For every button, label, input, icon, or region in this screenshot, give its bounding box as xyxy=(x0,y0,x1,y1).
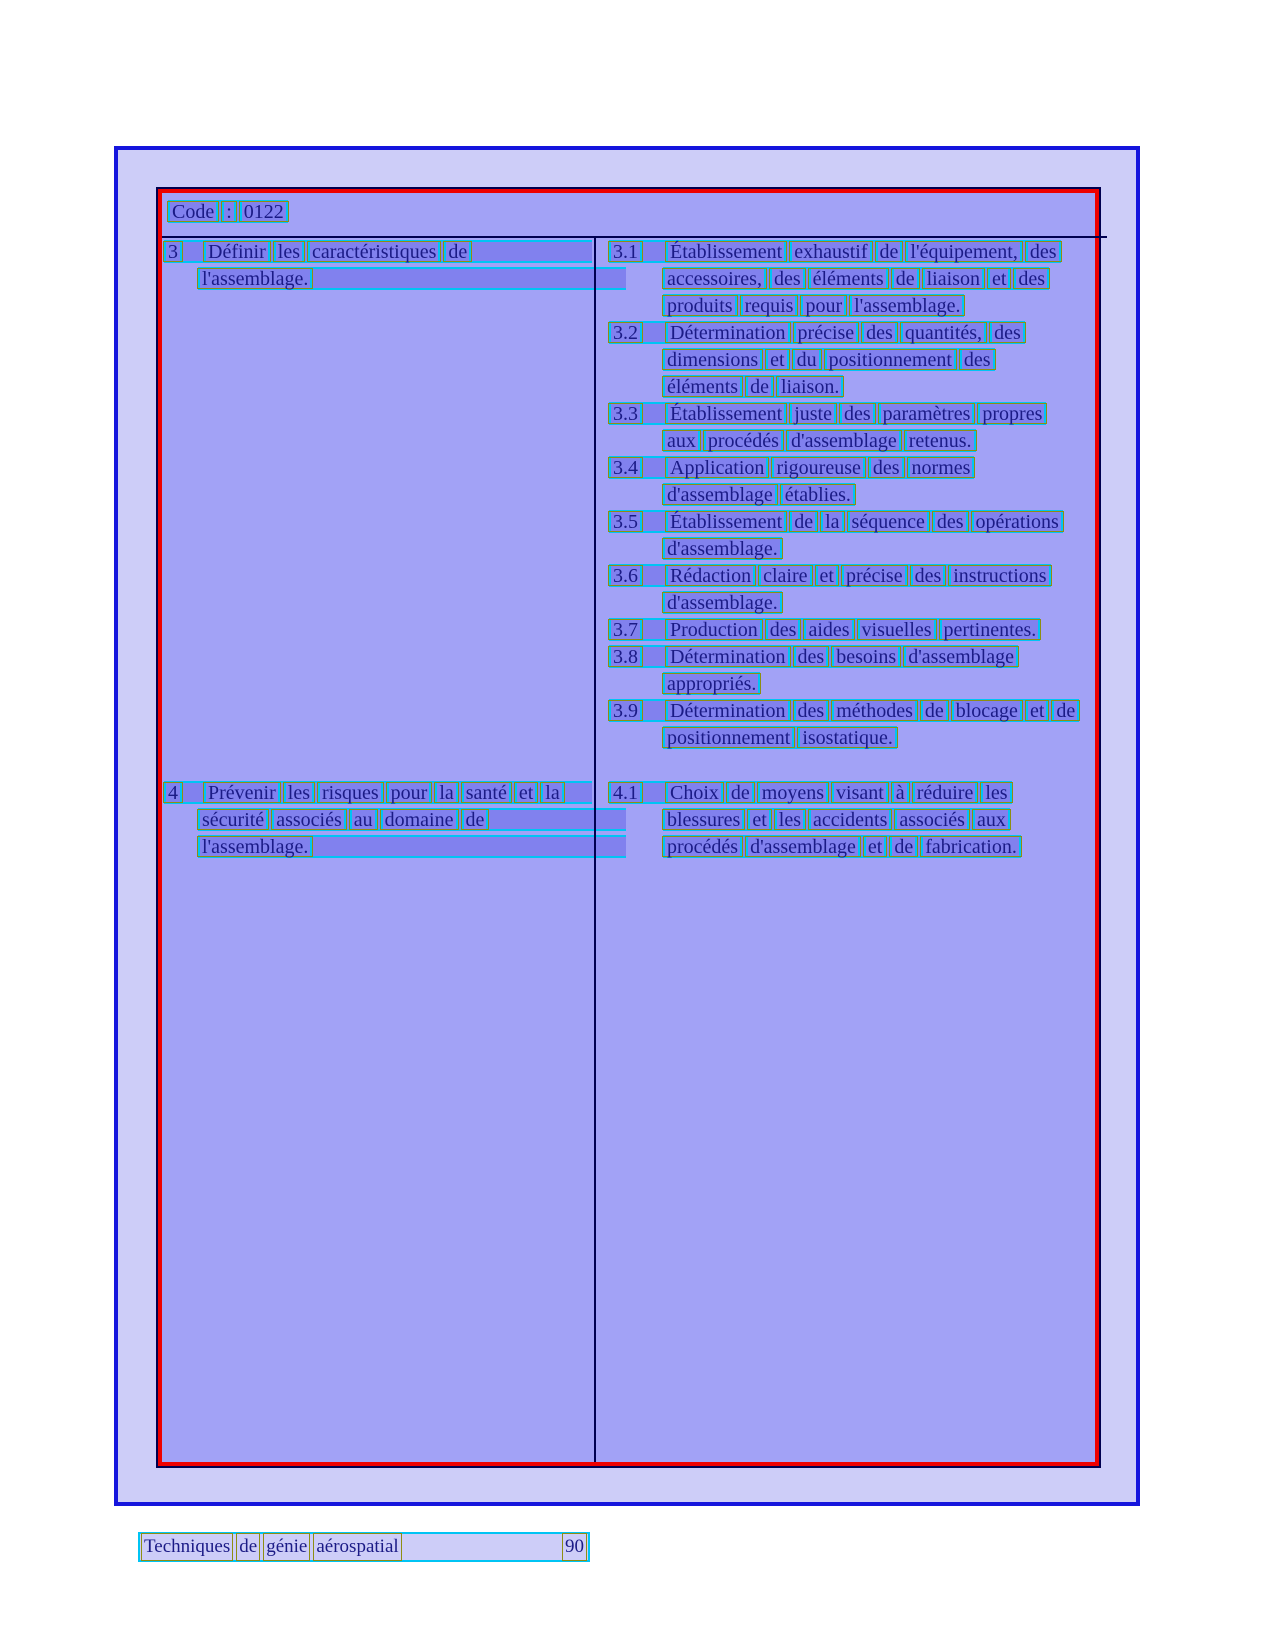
word: dimensions xyxy=(663,350,762,369)
word: exhaustif xyxy=(790,242,871,261)
word: procédés xyxy=(704,431,783,450)
word: moyens xyxy=(758,783,828,802)
word: opérations xyxy=(972,512,1063,531)
objective-wrap-line xyxy=(198,267,626,290)
sub-objective-wrap-line xyxy=(663,483,855,506)
word: les xyxy=(284,783,314,802)
number-gap xyxy=(646,647,666,666)
sub-objective-first-line xyxy=(609,781,1012,804)
word: Établissement xyxy=(666,512,786,531)
word: accessoires, xyxy=(663,269,766,288)
code-line xyxy=(168,200,288,223)
word: d'assemblage xyxy=(904,647,1018,666)
sub-objective-first-line xyxy=(609,510,1063,533)
word: paramètres xyxy=(879,404,975,423)
word: de xyxy=(727,783,754,802)
word: et xyxy=(1026,701,1048,720)
word: de xyxy=(790,512,817,531)
word: santé xyxy=(462,783,511,802)
sub-objective-wrap-line xyxy=(663,294,964,317)
word: et xyxy=(766,350,788,369)
number-gap xyxy=(646,242,666,261)
word: produits xyxy=(663,296,737,315)
word: des xyxy=(911,566,946,585)
number-gap xyxy=(646,323,666,342)
word: du xyxy=(793,350,821,369)
footer-title-word: Techniques xyxy=(142,1534,232,1560)
word: de xyxy=(444,242,471,261)
sub-objective-first-line xyxy=(609,618,1040,641)
sub-objective-wrap-line xyxy=(663,537,782,560)
word: sécurité xyxy=(198,810,268,829)
word: claire xyxy=(759,566,811,585)
sub-objective-wrap-line xyxy=(663,348,995,371)
page-number: 90 xyxy=(563,1534,586,1560)
word: des xyxy=(869,458,904,477)
word: aux xyxy=(663,431,700,450)
page-footer xyxy=(138,1532,590,1562)
sub-objective-wrap-line xyxy=(663,726,897,749)
word: Établissement xyxy=(666,404,786,423)
word: de xyxy=(876,242,903,261)
word: accidents xyxy=(809,810,891,829)
word: d'assemblage xyxy=(746,837,860,856)
item-number: 3.9 xyxy=(609,701,642,720)
word: Établissement xyxy=(666,242,786,261)
word: des xyxy=(933,512,968,531)
word: d'assemblage. xyxy=(663,539,782,558)
word: des xyxy=(794,701,829,720)
word: d'assemblage xyxy=(663,485,777,504)
word: et xyxy=(816,566,838,585)
word: visant xyxy=(832,783,888,802)
word: des xyxy=(990,323,1025,342)
word: Choix xyxy=(666,783,723,802)
word: de xyxy=(746,377,773,396)
sub-objective-wrap-line xyxy=(663,267,1049,290)
word: retenus. xyxy=(905,431,976,450)
word: et xyxy=(988,269,1010,288)
word: de xyxy=(921,701,948,720)
word: et xyxy=(515,783,537,802)
word: la xyxy=(541,783,563,802)
objective-first-line xyxy=(164,240,592,263)
word: des xyxy=(960,350,995,369)
objectives-table-inner xyxy=(158,189,1099,1466)
word: blocage xyxy=(952,701,1022,720)
word: de xyxy=(892,269,919,288)
number-gap xyxy=(646,566,666,585)
objectives-table xyxy=(156,187,1101,1468)
sub-objective-first-line xyxy=(609,645,1018,668)
word: de xyxy=(462,810,489,829)
sub-objective-first-line xyxy=(609,240,1061,263)
word: positionnement xyxy=(825,350,956,369)
word: l'équipement, xyxy=(906,242,1021,261)
sub-objective-first-line xyxy=(609,699,1079,722)
word: des xyxy=(794,647,829,666)
table-rule-tick xyxy=(1095,236,1107,238)
word: pour xyxy=(801,296,846,315)
word: Prévenir xyxy=(204,783,280,802)
general-objective-cell xyxy=(162,779,594,1462)
word: à xyxy=(892,783,909,802)
footer-title-word: de xyxy=(237,1534,259,1560)
word: visuelles xyxy=(858,620,936,639)
sub-objective-first-line xyxy=(609,321,1025,344)
content-frame xyxy=(114,146,1140,1506)
word: au xyxy=(350,810,377,829)
word: précise xyxy=(794,323,859,342)
sub-objective-wrap-line xyxy=(663,672,760,695)
item-number: 3.5 xyxy=(609,512,642,531)
word: risques xyxy=(318,783,383,802)
word: associés xyxy=(895,810,969,829)
sub-objective-wrap-line xyxy=(663,808,1010,831)
word: Rédaction xyxy=(666,566,755,585)
code-label-word: Code xyxy=(168,202,218,221)
code-value: 0122 xyxy=(240,202,288,221)
word: et xyxy=(748,810,770,829)
word: pertinentes. xyxy=(940,620,1041,639)
word: liaison xyxy=(923,269,984,288)
word: réduire xyxy=(913,783,978,802)
word: de xyxy=(1052,701,1079,720)
word: l'assemblage. xyxy=(850,296,964,315)
word: des xyxy=(766,620,801,639)
word: isostatique. xyxy=(798,728,897,747)
word: des xyxy=(1026,242,1061,261)
objective-wrap-line xyxy=(198,808,626,831)
word: liaison. xyxy=(777,377,843,396)
word: des xyxy=(862,323,897,342)
word: l'assemblage. xyxy=(198,837,312,856)
word: quantités, xyxy=(901,323,986,342)
item-number: 4.1 xyxy=(609,783,642,802)
word: rigoureuse xyxy=(772,458,864,477)
number-gap xyxy=(646,783,666,802)
number-gap xyxy=(646,404,666,423)
word: normes xyxy=(908,458,975,477)
word: aux xyxy=(973,810,1010,829)
word: des xyxy=(1014,269,1049,288)
word: méthodes xyxy=(832,701,917,720)
general-objective-cell xyxy=(162,238,594,779)
table-row xyxy=(162,238,1095,779)
item-number: 3 xyxy=(164,242,182,261)
item-number: 3.6 xyxy=(609,566,642,585)
objective-first-line xyxy=(164,781,592,804)
word: la xyxy=(821,512,843,531)
word: les xyxy=(981,783,1011,802)
sub-objective-wrap-line xyxy=(663,591,782,614)
number-gap xyxy=(186,783,204,802)
word: éléments xyxy=(663,377,742,396)
number-gap xyxy=(186,242,204,261)
word: Définir xyxy=(204,242,270,261)
sub-objective-wrap-line xyxy=(663,835,1021,858)
word: pour xyxy=(387,783,432,802)
footer-title-word: génie xyxy=(264,1534,309,1560)
sub-objective-first-line xyxy=(609,564,1051,587)
table-row xyxy=(162,779,1095,1462)
sub-objective-wrap-line xyxy=(663,375,843,398)
word: appropriés. xyxy=(663,674,760,693)
word: Production xyxy=(666,620,762,639)
word: Détermination xyxy=(666,647,790,666)
number-gap xyxy=(646,458,666,477)
word: besoins xyxy=(832,647,900,666)
word: d'assemblage xyxy=(787,431,901,450)
word: fabrication. xyxy=(921,837,1021,856)
word: les xyxy=(775,810,805,829)
word: établies. xyxy=(781,485,855,504)
sub-objective-first-line xyxy=(609,456,974,479)
word: Détermination xyxy=(666,323,790,342)
specific-objectives-cell xyxy=(594,238,1095,779)
word: les xyxy=(274,242,304,261)
specific-objectives-cell xyxy=(594,779,1095,1462)
word: l'assemblage. xyxy=(198,269,312,288)
item-number: 4 xyxy=(164,783,182,802)
item-number: 3.2 xyxy=(609,323,642,342)
code-row xyxy=(162,193,1095,238)
number-gap xyxy=(646,512,666,531)
item-number: 3.8 xyxy=(609,647,642,666)
word: associés xyxy=(272,810,346,829)
footer-title-word: aérospatial xyxy=(314,1534,400,1560)
word: de xyxy=(890,837,917,856)
table-body xyxy=(162,238,1095,1462)
word: blessures xyxy=(663,810,744,829)
word: la xyxy=(435,783,457,802)
objective-wrap-line xyxy=(198,835,626,858)
code-label-word: : xyxy=(222,202,236,221)
word: juste xyxy=(790,404,836,423)
item-number: 3.7 xyxy=(609,620,642,639)
word: propres xyxy=(978,404,1046,423)
word: aides xyxy=(804,620,853,639)
word: domaine xyxy=(381,810,458,829)
item-number: 3.1 xyxy=(609,242,642,261)
word: caractéristiques xyxy=(308,242,440,261)
word: d'assemblage. xyxy=(663,593,782,612)
word: et xyxy=(864,837,886,856)
number-gap xyxy=(646,620,666,639)
sub-objective-wrap-line xyxy=(663,429,976,452)
word: éléments xyxy=(809,269,888,288)
word: Détermination xyxy=(666,701,790,720)
word: procédés xyxy=(663,837,742,856)
sub-objective-first-line xyxy=(609,402,1046,425)
item-number: 3.4 xyxy=(609,458,642,477)
word: Application xyxy=(666,458,768,477)
word: séquence xyxy=(848,512,929,531)
number-gap xyxy=(646,701,666,720)
word: instructions xyxy=(949,566,1050,585)
word: des xyxy=(840,404,875,423)
word: positionnement xyxy=(663,728,794,747)
word: des xyxy=(770,269,805,288)
word: précise xyxy=(842,566,907,585)
word: requis xyxy=(741,296,798,315)
item-number: 3.3 xyxy=(609,404,642,423)
